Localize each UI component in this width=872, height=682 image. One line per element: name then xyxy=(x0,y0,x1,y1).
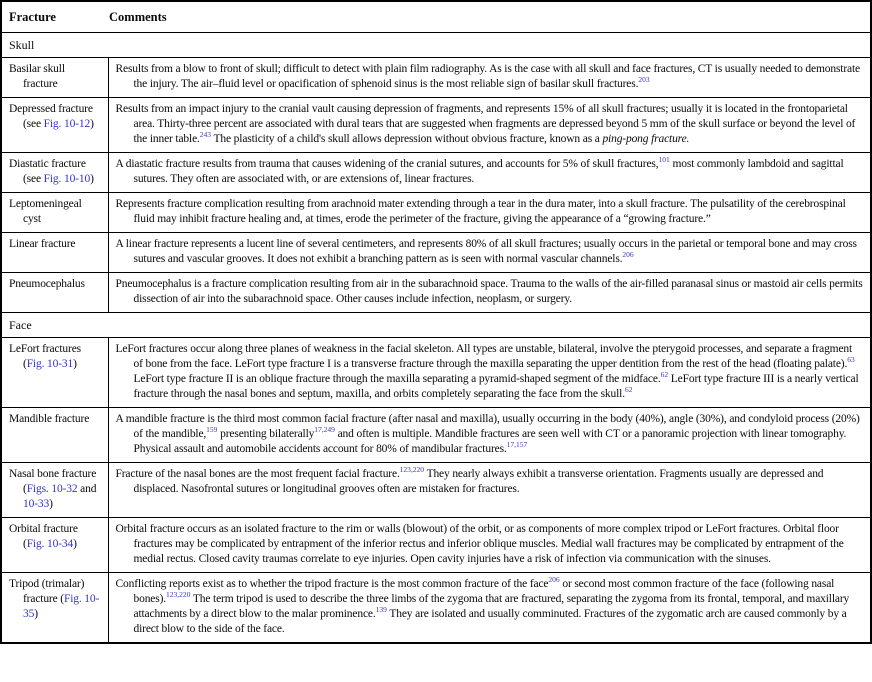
text-segment: Leptomeningeal cyst xyxy=(9,198,82,225)
text-segment: Mandible fracture xyxy=(9,413,90,425)
header-labels xyxy=(9,10,864,25)
comment-text xyxy=(116,102,865,147)
text-segment: ) xyxy=(90,173,94,185)
fracture-cell xyxy=(1,193,108,233)
fracture-name xyxy=(9,62,102,92)
fracture-cell xyxy=(1,518,108,573)
figure-link[interactable]: Figs. 10-32 xyxy=(26,483,78,495)
figure-link[interactable]: Fig. 10-31 xyxy=(26,358,74,370)
text-segment: They nearly always exhibit a transverse orientation. Fragments usually are depressed and displaced. Nasofrontal sutures or longitudinal grooves often are mistaken for fractures. xyxy=(133,468,824,495)
text-segment: Orbital fracture occurs as an isolated fracture to the rim or walls (blowout) of the orbit, or as components of more complex tripod or LeFort fractures. Orbital floor fractures may be complicated by entrapment of the inferior rectus and inferior oblique muscles. Medial wall fractures may be complicated by entrapment of the medial rectus. Closed cavity traumas correlate to eye injuries. Open cavity injuries have a risk of infection via communication with the sinuses. xyxy=(115,523,844,565)
comments-cell xyxy=(108,193,871,233)
fracture-name xyxy=(9,157,102,187)
fracture-cell xyxy=(1,338,108,408)
section-row xyxy=(1,33,871,58)
fracture-cell xyxy=(1,98,108,153)
reference-superscript[interactable]: 63 xyxy=(847,355,855,365)
comment-text xyxy=(116,237,865,267)
text-segment: Pneumocephalus xyxy=(9,278,85,290)
reference-superscript[interactable]: 101 xyxy=(658,155,670,165)
text-segment: LeFort fractures ( xyxy=(9,343,81,370)
reference-superscript[interactable]: 123,220 xyxy=(399,465,425,475)
fracture-name xyxy=(9,577,102,622)
comment-text xyxy=(116,412,865,457)
reference-superscript[interactable]: 62 xyxy=(660,370,669,380)
text-segment: most commonly lambdoid and sagittal sutures. They often are associated with, or are extensions of, linear fractures. xyxy=(133,158,844,185)
table-body xyxy=(1,33,871,644)
text-segment: A mandible fracture is the third most common facial fracture (after nasal and maxilla), usually occurring in the body (40%), angle (30%), and condyloid process (20%) of the mandible, xyxy=(115,413,860,440)
comment-text xyxy=(116,467,865,497)
text-segment: Orbital fracture ( xyxy=(9,523,78,550)
text-segment: Fracture of the nasal bones are the most frequent facial fracture. xyxy=(115,468,400,480)
reference-superscript[interactable]: 62 xyxy=(624,385,633,395)
reference-superscript[interactable]: 243 xyxy=(199,130,212,140)
comment-text xyxy=(116,342,865,402)
figure-link[interactable]: Fig. 10-34 xyxy=(26,538,74,550)
figure-link[interactable]: Fig. 10-12 xyxy=(43,118,91,130)
reference-superscript[interactable]: 123,220 xyxy=(165,590,191,600)
text-segment: LeFort fractures occur along three planes of weakness in the facial skeleton. All types are unstable, bilateral, involve the pterygoid processes, and separate a fragment of bone from the face. LeFort type fracture I is a transverse fracture through the maxilla separating the upper dentition from the rest of the head (floating palate). xyxy=(115,343,853,370)
table-row xyxy=(1,233,871,273)
figure-link[interactable]: Fig. 10-10 xyxy=(43,173,91,185)
fracture-cell xyxy=(1,153,108,193)
header-row xyxy=(1,1,871,33)
reference-superscript[interactable]: 203 xyxy=(638,75,650,85)
table-row xyxy=(1,58,871,98)
fracture-cell xyxy=(1,463,108,518)
text-segment: Pneumocephalus is a fracture complication resulting from air in the subarachnoid space. Trauma to the walls of the air-filled paranasal sinus or mastoid air cells permits dissection of air into the subarachnoid space. Other causes include infection, neoplasm, or surgery. xyxy=(115,278,863,305)
column-header-fracture: Fracture xyxy=(9,10,56,24)
comment-text xyxy=(116,522,865,567)
comments-cell xyxy=(108,518,871,573)
section-row xyxy=(1,313,871,338)
table-row xyxy=(1,153,871,193)
text-segment: A diastatic fracture results from trauma that causes widening of the cranial sutures, and accounts for 5% of skull fractures, xyxy=(115,158,659,170)
fracture-cell xyxy=(1,58,108,98)
reference-superscript[interactable]: 139 xyxy=(375,605,387,615)
text-segment: Nasal bone fracture ( xyxy=(9,468,97,495)
comments-cell xyxy=(108,233,871,273)
comments-cell xyxy=(108,573,871,644)
text-segment: The plasticity of a child's skull allows depression without obvious fracture, known as a xyxy=(211,133,603,145)
table-row xyxy=(1,573,871,644)
table-row xyxy=(1,408,871,463)
comment-text xyxy=(116,157,865,187)
text-segment: Basilar skull fracture xyxy=(9,63,65,90)
section-title: Face xyxy=(1,313,871,338)
column-header-comments: Comments xyxy=(109,10,167,24)
text-segment: ) xyxy=(49,498,53,510)
fracture-name xyxy=(9,197,102,227)
italic-term: ping-pong fracture. xyxy=(602,133,690,145)
comments-cell xyxy=(108,338,871,408)
table-row xyxy=(1,273,871,313)
text-segment: ) xyxy=(73,538,77,550)
comment-text xyxy=(116,197,865,227)
figure-link[interactable]: Fig. 10-35 xyxy=(23,593,100,620)
fracture-cell xyxy=(1,573,108,644)
text-segment: Results from an impact injury to the cranial vault causing depression of fragments, and represents 15% of all skull fractures; usually it is located in the frontoparietal area. Thirty-three percent are associated with dural tears that are suggested when fragments are depressed beyond 5 mm of the skull surface or beyond the level of the inner table. xyxy=(115,103,856,145)
reference-superscript[interactable]: 17,249 xyxy=(314,425,335,435)
comments-cell xyxy=(108,58,871,98)
fracture-cell xyxy=(1,273,108,313)
reference-superscript[interactable]: 159 xyxy=(206,425,218,435)
comments-cell xyxy=(108,98,871,153)
comments-cell xyxy=(108,463,871,518)
text-segment: ) xyxy=(90,118,94,130)
fracture-name xyxy=(9,277,102,292)
text-segment: LeFort type fracture III is a nearly vertical fracture through the nasal bones and septum, maxilla, and orbits completely separating the face from the skull. xyxy=(133,373,859,400)
text-segment: A linear fracture represents a lucent line of several centimeters, and represents 80% of all skull fractures; usually occurs in the parietal or temporal bone and may cross sutures and vascular grooves. It does not exhibit a branching pattern as is seen with normal vascular channels. xyxy=(115,238,857,265)
text-segment: or second most common fracture of the face (following nasal bones). xyxy=(133,578,835,605)
text-segment: Results from a blow to front of skull; difficult to detect with plain film radiography. As is the case with all skull and face fractures, CT is usually needed to demonstrate the injury. The air–fluid level or opacification of sphenoid sinus is the most reliable sign of basilar skull fractures. xyxy=(115,63,860,90)
comment-text xyxy=(116,277,865,307)
fracture-name xyxy=(9,102,102,132)
text-segment: Diastatic fracture (see xyxy=(9,158,86,185)
text-segment: Tripod (trimalar) fracture ( xyxy=(9,578,85,605)
text-segment: Linear fracture xyxy=(9,238,76,250)
table-head xyxy=(1,1,871,33)
comment-text xyxy=(116,62,865,92)
comments-cell xyxy=(108,273,871,313)
text-segment: Represents fracture complication resulting from arachnoid mater extending through a tear in the dura mater, into a skull fracture. The pulsatility of the cerebrospinal fluid may inhibit fracture healing and, at times, erode the perimeter of the fracture, giving the appearance of a “growing fracture.” xyxy=(115,198,846,225)
fracture-name xyxy=(9,522,102,552)
text-segment: and often is multiple. Mandible fractures are seen well with CT or a panoramic projection with linear tomography. Physical assault and automobile accidents account for 80% of mandibular fractures. xyxy=(133,428,847,455)
fracture-name xyxy=(9,237,102,252)
table-row xyxy=(1,193,871,233)
fracture-name xyxy=(9,342,102,372)
fracture-cell xyxy=(1,408,108,463)
text-segment: ) xyxy=(34,608,38,620)
fracture-name xyxy=(9,467,102,512)
comments-cell xyxy=(108,153,871,193)
comment-text xyxy=(116,577,865,637)
reference-superscript[interactable]: 206 xyxy=(548,575,560,585)
reference-superscript[interactable]: 17,157 xyxy=(506,440,528,450)
text-segment: LeFort type fracture II is an oblique fracture through the maxilla separating a pyramid-shaped segment of the midface. xyxy=(133,373,661,385)
text-segment: and xyxy=(77,483,97,495)
figure-link[interactable]: 10-33 xyxy=(23,498,50,510)
fracture-cell xyxy=(1,233,108,273)
comments-cell xyxy=(108,408,871,463)
section-title: Skull xyxy=(1,33,871,58)
text-segment: The term tripod is used to describe the three limbs of the zygoma that are fractured, separating the zygoma from its frontal, temporal, and maxillary attachments by a direct blow to the malar prominence. xyxy=(133,593,850,620)
header-cell xyxy=(1,1,871,33)
text-segment: Conflicting reports exist as to whether the tripod fracture is the most common fracture of the face xyxy=(115,578,549,590)
table-row xyxy=(1,98,871,153)
text-segment: They are isolated and usually comminuted. Fractures of the zygomatic arch are caused commonly by a direct blow to the side of the face. xyxy=(133,608,847,635)
text-segment: Depressed fracture (see xyxy=(9,103,93,130)
reference-superscript[interactable]: 206 xyxy=(622,250,634,260)
text-segment: presenting bilaterally xyxy=(217,428,315,440)
table-row xyxy=(1,518,871,573)
fracture-name xyxy=(9,412,102,427)
table-row xyxy=(1,463,871,518)
text-segment: ) xyxy=(73,358,77,370)
table-row xyxy=(1,338,871,408)
